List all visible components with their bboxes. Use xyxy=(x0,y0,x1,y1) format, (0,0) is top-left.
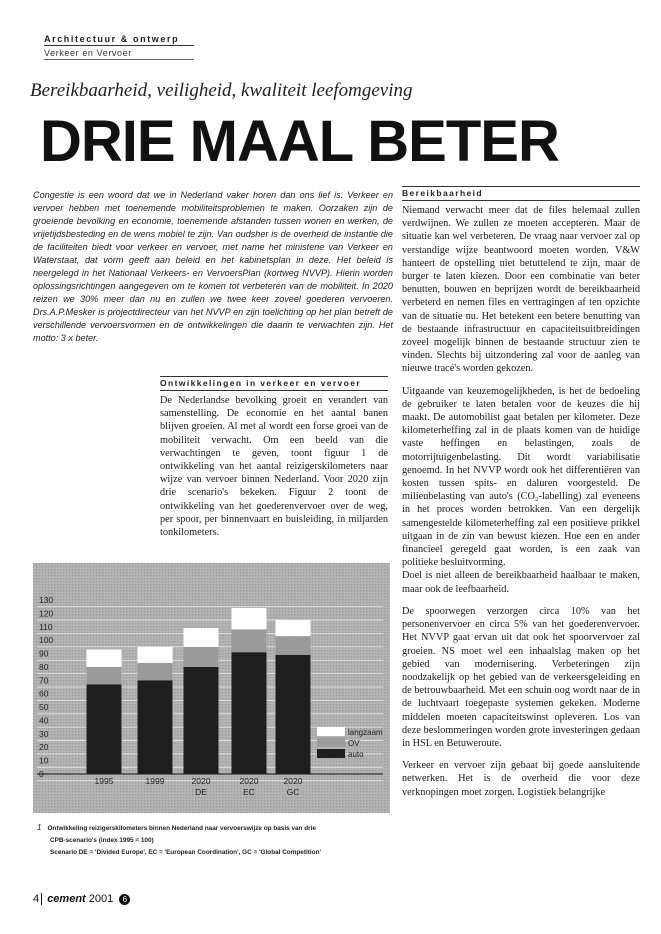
bar-segment-langzaam xyxy=(87,650,122,667)
caption-line-2: CPB-scenario's (index 1995 = 100) xyxy=(50,837,154,844)
y-tick-label: 60 xyxy=(39,688,49,699)
footer-divider xyxy=(41,893,42,905)
y-tick-label: 100 xyxy=(39,635,54,646)
section-heading: Ontwikkelingen in verkeer en vervoer xyxy=(160,376,388,391)
bar-segment-auto xyxy=(184,667,219,774)
y-tick-label: 70 xyxy=(39,675,49,686)
x-tick-label: 1999 xyxy=(145,776,165,786)
y-tick-label: 0 xyxy=(39,769,44,779)
bar-segment-auto xyxy=(87,684,122,774)
bar-segment-langzaam xyxy=(138,647,173,663)
y-tick-label: 50 xyxy=(39,702,49,713)
article-intro: Congestie is een woord dat we in Nederland vaker horen dan ons lief is. Verkeer en vervoer hebben met toenemende mobiliteitsproblemen te maken. Oorzaken zijn de groeiende bevolking en economie, toenemende afstanden tussen wonen en werken, de vrijetijdsbesteding en de wens mobiel te zijn. Van oudsher is de overheid de instantie die de faciliteiten biedt voor verkeer en vervoer, met name het ministerie van Verkeer en Waterstaat, dat vorm geeft aan beleid en het kabinetsplan in deze. Het beleid is neergelegd in het Nationaal Verkeers- en VervoersPlan (kortweg NVVP). Hierin worden oplossingsrichtingen aangegeven om te komen tot verbeteren van de mobiliteit. In 2020 reizen we 30% meer dan nu en zullen we twee keer zoveel goederen vervoeren. Drs.A.P.Mesker is projectdirecteur van het NVVP en zijn toelichting op het plan betreft de verschillende vervoersvormen en de ontwikkelingen die daarin te verwachten zijn. Het motto: 3 x beter. xyxy=(33,190,393,343)
y-tick-label: 80 xyxy=(39,661,49,672)
issue-badge xyxy=(119,894,130,905)
section-heading-right: Bereikbaarheid xyxy=(402,186,640,201)
bar-segment-auto xyxy=(276,655,311,774)
y-tick-label: 120 xyxy=(39,608,54,619)
paragraph-4: De spoorwegen verzorgen circa 10% van het personenvervoer en circa 5% van het goederenvervoer. Het NVVP gaat ervan uit dat ook het spoorvervoer zal groeien. NS moet wel een inhaalslag maken op het gebied van modernisering. Verbeteringen zijn noodzakelijk op het gebied van de verkeersgeleiding en de betrouwbaarheid. Met een schuin oog wordt naar de in de luchtvaart toegepaste systemen gekeken. Moderne middelen moeten capaciteitswinst opleveren. Los van deze beslommeringen worden grote investeringen gedaan in HSL en Betuweroute. xyxy=(402,605,640,749)
caption-number: 1 xyxy=(37,823,42,832)
caption-text-1: Ontwikkeling reizigerskilometers binnen Nederland naar vervoerswijze op basis van drie xyxy=(47,825,316,832)
article-title: DRIE MAAL BETER xyxy=(40,109,559,174)
bar-segment-langzaam xyxy=(184,628,219,647)
subsection-label: Verkeer en Vervoer xyxy=(44,48,132,58)
x-tick-sublabel: GC xyxy=(286,787,300,797)
y-tick-label: 40 xyxy=(39,715,49,726)
legend-swatch-auto xyxy=(317,749,345,758)
y-tick-label: 130 xyxy=(39,595,54,605)
x-tick-sublabel: EC xyxy=(243,787,255,797)
legend-swatch-OV xyxy=(317,738,345,747)
bar-segment-auto xyxy=(232,652,267,774)
legend-label: OV xyxy=(348,739,360,748)
page-number: 4 xyxy=(33,893,40,905)
bar-segment-auto xyxy=(138,680,173,774)
article-subtitle: Bereikbaarheid, veiligheid, kwaliteit leefomgeving xyxy=(30,80,413,101)
section-body-right xyxy=(402,204,640,799)
y-tick-label: 20 xyxy=(39,742,49,753)
section-bereikbaarheid xyxy=(402,186,640,808)
bar-segment-OV xyxy=(276,636,311,655)
issue-number: 6 xyxy=(122,894,128,904)
paragraph-5: Verkeer en vervoer zijn gebaat bij goede aansluitende netwerken. Het is de overheid die voor deze verknopingen moet zorgen. Logistiek belangrijke xyxy=(402,760,640,798)
bar-segment-OV xyxy=(87,667,122,684)
x-tick-label: 1995 xyxy=(94,776,114,786)
x-tick-sublabel: DE xyxy=(195,787,207,797)
bar-segment-langzaam xyxy=(276,620,311,636)
bar-segment-OV xyxy=(138,663,173,680)
caption-line-1 xyxy=(37,822,397,835)
y-tick-label: 90 xyxy=(39,648,49,659)
paragraph-1: Niemand verwacht meer dat de files helemaal zullen verdwijnen. We zullen ze moeten accepteren. Maar de situatie kan wel verbeteren. De vraag naar vervoer zal op verstandige wijze beantwoord moeten worden. V&W hanteert de opstelling niet betuttelend te zijn, maar de burger te laten kiezen. Door een combinatie van beter benutten, bouwen en beprijzen wordt de bereikbaarheid verbeterd en nemen files en vertragingen af ten opzichte van de situatie nu. Het betekent een betere benutting van de bestaande infrastructuur en capaciteitsuitbreidingen zoveel mogelijk binnen de bestaande structuur zien te vinden. Slechts bij uitzondering zal voor de aanleg van nieuwe tracé's worden gekozen. xyxy=(402,205,640,375)
x-tick-label: 2020 xyxy=(283,776,303,786)
section-ontwikkelingen xyxy=(160,376,388,539)
bar-segment-OV xyxy=(232,629,267,652)
magazine-year: 2001 xyxy=(88,893,114,905)
legend-label: auto xyxy=(348,750,364,759)
bar-chart xyxy=(33,563,390,813)
legend-label: langzaam xyxy=(348,728,383,737)
page-footer xyxy=(33,893,130,905)
bar-segment-langzaam xyxy=(232,608,267,629)
caption-line-3: Scenario DE = 'Divided Europe', EC = 'European Coordination', GC = 'Global Competition' xyxy=(50,849,321,856)
figure-1-chart xyxy=(33,563,390,813)
x-tick-label: 2020 xyxy=(191,776,211,786)
paragraph-3: Doel is niet alleen de bereikbaarheid haalbaar te maken, maar ook de leefbaarheid. xyxy=(402,570,640,595)
x-tick-label: 2020 xyxy=(239,776,259,786)
header-divider-lower xyxy=(44,59,194,60)
paragraph-2: Uitgaande van keuzemogelijkheden, is het de bedoeling de gebruiker te laten betalen voor de keuzes die hij maakt. De automobilist gaat betalen per kilometer. Deze kilometerheffing zal in de plaats komen van de huidige vaste heffingen en belastingen, zoals de motorrijtuigenbelasting. Dit wordt variabilisatie genoemd. In het NVVP wordt ook het differentiëren van kosten tussen spits- en daluren voorgesteld. De milieubelasting van auto's (CO₂-labelling) zal eveneens in het proces worden betrokken. Van een dergelijk samengestelde kilometerheffing zal een positieve prikkel uitgaan in de zin van bewust kiezen. Hoe een en ander financieel geregeld gaat worden, is een zaak van politieke besluitvorming. xyxy=(402,385,640,569)
section-label: Architectuur & ontwerp xyxy=(44,34,180,44)
y-tick-label: 10 xyxy=(39,755,49,766)
y-tick-label: 30 xyxy=(39,728,49,739)
section-body: De Nederlandse bevolking groeit en verandert van samenstelling. De economie en het aantal banen blijven groeien. Al met al wordt een forse groei van de mobiliteit verwacht. Om een beeld van die verwachtingen te geven, toont figuur 1 de ontwikkeling van het aantal reizigerskilometers naar wijze van vervoer binnen Nederland. Voor 2020 zijn drie scenario's bekeken. Figuur 2 toont de ontwikkeling van het goederenvervoer over de weg, per spoor, per binnenvaart en buisleiding, in miljarden tonkilometers. xyxy=(160,395,388,539)
legend-swatch-langzaam xyxy=(317,727,345,736)
bar-segment-OV xyxy=(184,647,219,667)
figure-caption xyxy=(37,822,397,859)
header-divider xyxy=(44,45,194,46)
y-tick-label: 110 xyxy=(39,621,53,632)
magazine-brand: cement xyxy=(47,893,86,905)
